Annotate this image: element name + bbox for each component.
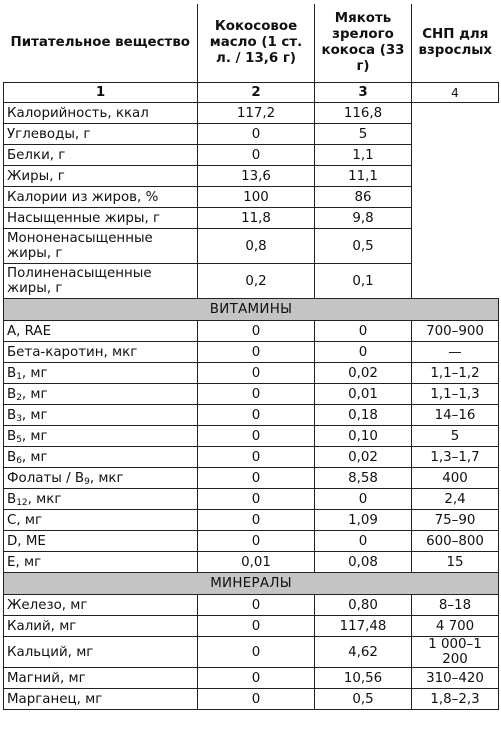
table-row — [4, 447, 499, 468]
vitamin-name-text: C, мг — [7, 512, 43, 528]
coconut-oil-value: 0 — [198, 637, 315, 668]
vitamin-name — [4, 342, 198, 363]
rda-value: 14–16 — [412, 405, 499, 426]
table-row — [4, 552, 499, 573]
minerals-section-title: МИНЕРАЛЫ — [4, 573, 499, 595]
coconut-meat-value: 0,10 — [315, 426, 412, 447]
rda-value: 75–90 — [412, 510, 499, 531]
vitamin-name — [4, 384, 198, 405]
coconut-meat-value: 0,5 — [315, 689, 412, 710]
rda-value: 400 — [412, 468, 499, 489]
nutrient-name: Белки, г — [4, 145, 198, 166]
table-body — [4, 103, 499, 710]
vitamin-name-text: B — [7, 386, 17, 402]
coconut-meat-value: 8,58 — [315, 468, 412, 489]
vitamin-name-text: B — [7, 407, 17, 423]
vitamin-name — [4, 489, 198, 510]
coconut-oil-value: 0 — [198, 689, 315, 710]
mineral-name: Калий, мг — [4, 616, 198, 637]
coconut-oil-value: 0,01 — [198, 552, 315, 573]
nutrient-name: Калории из жиров, % — [4, 187, 198, 208]
coconut-meat-value: 0 — [315, 321, 412, 342]
coconut-oil-value: 0,2 — [198, 264, 315, 299]
vitamin-name-text: B — [7, 365, 17, 381]
vitamins-section-title: ВИТАМИНЫ — [4, 299, 499, 321]
vitamin-subscript: 3 — [16, 413, 22, 424]
vitamin-unit: , мкг — [27, 491, 62, 507]
vitamin-name — [4, 321, 198, 342]
table-row — [4, 468, 499, 489]
vitamins-section — [4, 299, 499, 321]
nutrient-name: Углеводы, г — [4, 124, 198, 145]
column-number-1: 1 — [4, 83, 198, 103]
vitamin-unit: , мг — [21, 428, 48, 444]
vitamin-subscript: 9 — [84, 476, 90, 487]
rda-value: 1,1–1,2 — [412, 363, 499, 384]
table-row — [4, 405, 499, 426]
header-nutrient: Питательное вещество — [4, 4, 198, 83]
coconut-oil-value: 0 — [198, 342, 315, 363]
vitamin-name-text: B — [7, 428, 17, 444]
vitamin-unit: , мг — [21, 449, 48, 465]
rda-value: 2,4 — [412, 489, 499, 510]
coconut-oil-value: 0 — [198, 426, 315, 447]
rda-blank-cell — [412, 103, 499, 299]
rda-value: 1,3–1,7 — [412, 447, 499, 468]
vitamin-name — [4, 426, 198, 447]
coconut-meat-value: 5 — [315, 124, 412, 145]
rda-value: 600–800 — [412, 531, 499, 552]
vitamin-name — [4, 447, 198, 468]
nutrient-name: Мононенасыщенные жиры, г — [4, 229, 198, 264]
coconut-meat-value: 11,1 — [315, 166, 412, 187]
vitamin-unit: , мкг — [89, 470, 124, 486]
table-row — [4, 103, 499, 124]
rda-value: 5 — [412, 426, 499, 447]
mineral-name: Кальций, мг — [4, 637, 198, 668]
coconut-meat-value: 1,1 — [315, 145, 412, 166]
coconut-oil-value: 0 — [198, 616, 315, 637]
vitamin-unit: , мг — [21, 407, 48, 423]
coconut-oil-value: 0 — [198, 384, 315, 405]
table-row — [4, 637, 499, 668]
coconut-oil-value: 0 — [198, 510, 315, 531]
rda-value: 15 — [412, 552, 499, 573]
table-row — [4, 689, 499, 710]
coconut-meat-value: 0 — [315, 489, 412, 510]
coconut-meat-value: 0 — [315, 342, 412, 363]
coconut-meat-value: 0,80 — [315, 595, 412, 616]
coconut-oil-value: 0 — [198, 124, 315, 145]
coconut-meat-value: 116,8 — [315, 103, 412, 124]
coconut-meat-value: 0,02 — [315, 447, 412, 468]
table-row — [4, 531, 499, 552]
rda-value: 1,1–1,3 — [412, 384, 499, 405]
vitamin-name — [4, 510, 198, 531]
coconut-oil-value: 0 — [198, 668, 315, 689]
coconut-meat-value: 9,8 — [315, 208, 412, 229]
header-rda: СНП для взрослых — [412, 4, 499, 83]
coconut-oil-value: 0 — [198, 145, 315, 166]
vitamin-name — [4, 552, 198, 573]
vitamin-name-text: E, мг — [7, 554, 42, 570]
vitamin-subscript: 1 — [16, 371, 22, 382]
coconut-meat-value: 1,09 — [315, 510, 412, 531]
coconut-oil-value: 0 — [198, 595, 315, 616]
coconut-meat-value: 117,48 — [315, 616, 412, 637]
rda-value: 310–420 — [412, 668, 499, 689]
coconut-meat-value: 10,56 — [315, 668, 412, 689]
coconut-meat-value: 0,01 — [315, 384, 412, 405]
vitamin-subscript: 12 — [16, 497, 28, 508]
mineral-name: Магний, мг — [4, 668, 198, 689]
vitamin-subscript: 5 — [16, 434, 22, 445]
column-number-2: 2 — [198, 83, 315, 103]
coconut-oil-value: 13,6 — [198, 166, 315, 187]
table-row — [4, 510, 499, 531]
table-row — [4, 489, 499, 510]
coconut-oil-value: 0 — [198, 447, 315, 468]
column-number-4: 4 — [412, 83, 499, 103]
vitamin-subscript: 6 — [16, 455, 22, 466]
coconut-oil-value: 11,8 — [198, 208, 315, 229]
rda-value: 1,8–2,3 — [412, 689, 499, 710]
table-row — [4, 616, 499, 637]
vitamin-name-text: D, ME — [7, 533, 46, 549]
table-row — [4, 426, 499, 447]
coconut-oil-value: 0 — [198, 489, 315, 510]
coconut-meat-value: 0,18 — [315, 405, 412, 426]
nutrient-name: Насыщенные жиры, г — [4, 208, 198, 229]
coconut-oil-value: 0 — [198, 321, 315, 342]
vitamin-name-text: A, RAE — [7, 323, 52, 339]
vitamin-name-text: B — [7, 449, 17, 465]
rda-value: 700–900 — [412, 321, 499, 342]
mineral-name: Марганец, мг — [4, 689, 198, 710]
coconut-oil-value: 0 — [198, 405, 315, 426]
coconut-oil-value: 0,8 — [198, 229, 315, 264]
coconut-meat-value: 0,5 — [315, 229, 412, 264]
table-row — [4, 342, 499, 363]
column-number-3: 3 — [315, 83, 412, 103]
coconut-oil-value: 0 — [198, 363, 315, 384]
nutrient-name: Жиры, г — [4, 166, 198, 187]
table-row — [4, 595, 499, 616]
vitamin-unit: , мг — [21, 386, 48, 402]
coconut-meat-value: 86 — [315, 187, 412, 208]
vitamin-name — [4, 405, 198, 426]
coconut-oil-value: 117,2 — [198, 103, 315, 124]
coconut-meat-value: 0,02 — [315, 363, 412, 384]
coconut-oil-value: 0 — [198, 468, 315, 489]
rda-value: 1 000–1 200 — [412, 637, 499, 668]
coconut-oil-value: 100 — [198, 187, 315, 208]
coconut-meat-value: 0 — [315, 531, 412, 552]
vitamin-name-text: Бета-каротин, мкг — [7, 344, 138, 360]
minerals-section — [4, 573, 499, 595]
vitamin-name — [4, 468, 198, 489]
coconut-meat-value: 4,62 — [315, 637, 412, 668]
mineral-name: Железо, мг — [4, 595, 198, 616]
nutrient-name: Полиненасыщенные жиры, г — [4, 264, 198, 299]
table-row — [4, 321, 499, 342]
vitamin-name — [4, 363, 198, 384]
header-coconut-oil: Кокосовое масло (1 ст. л. / 13,6 г) — [198, 4, 315, 83]
nutrition-table — [3, 4, 499, 710]
vitamin-name-text: Фолаты / B — [7, 470, 85, 486]
coconut-meat-value: 0,08 — [315, 552, 412, 573]
header-coconut-meat: Мякоть зрелого кокоса (33 г) — [315, 4, 412, 83]
rda-value: 8–18 — [412, 595, 499, 616]
coconut-meat-value: 0,1 — [315, 264, 412, 299]
nutrient-name: Калорийность, ккал — [4, 103, 198, 124]
header-row — [4, 4, 499, 83]
rda-value: — — [412, 342, 499, 363]
rda-value: 4 700 — [412, 616, 499, 637]
vitamin-name-text: B — [7, 491, 17, 507]
table-row — [4, 384, 499, 405]
column-number-row — [4, 83, 499, 103]
vitamin-subscript: 2 — [16, 392, 22, 403]
vitamin-unit: , мг — [21, 365, 48, 381]
table-row — [4, 668, 499, 689]
table-row — [4, 363, 499, 384]
coconut-oil-value: 0 — [198, 531, 315, 552]
vitamin-name — [4, 531, 198, 552]
